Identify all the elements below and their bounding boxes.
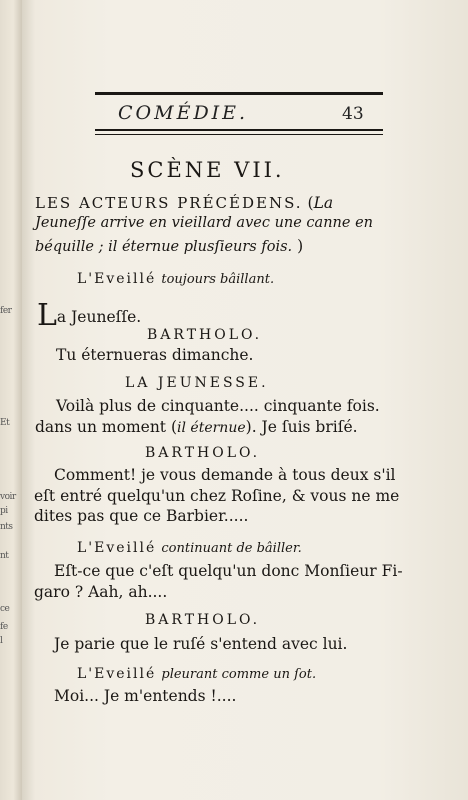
margin-fragment: voir (0, 492, 16, 502)
speaker-heading (77, 268, 274, 287)
speaker-name: L'Eveillé (77, 540, 157, 556)
paren: ( (302, 194, 314, 212)
speech-text: eſt entré quelqu'un chez Roſine, & vous ne me (34, 487, 400, 505)
stage-direction: il éternue (177, 420, 246, 436)
margin-fragment: ce (0, 604, 10, 614)
speaker-name: BARTHOLO. (145, 612, 261, 628)
margin-fragment: nt (0, 551, 9, 561)
header-rule-top (95, 92, 383, 95)
speaker-line (37, 298, 142, 333)
adjacent-page-edge (0, 0, 22, 800)
scene-title: SCÈNE VII. (130, 158, 285, 182)
paren: ) (292, 237, 304, 255)
margin-fragment: pi (0, 506, 8, 516)
speaker-name: LA JEUNESSE. (125, 375, 269, 391)
speech-text: Comment! je vous demande à tous deux s'il (54, 466, 396, 484)
speaker-heading (77, 537, 302, 556)
speaker-heading (77, 663, 316, 682)
margin-fragment: l (0, 636, 3, 646)
speech-line (35, 417, 358, 436)
running-title: COMÉDIE. (118, 102, 249, 124)
margin-fragment: fe (0, 622, 8, 632)
book-page (22, 0, 468, 800)
speaker-name: BARTHOLO. (145, 445, 261, 461)
page-number: 43 (342, 104, 364, 124)
margin-fragment: fer (0, 306, 12, 316)
speech-text: dans un moment ( (35, 418, 178, 436)
speaker-name: BARTHOLO. (147, 327, 263, 343)
margin-fragment: Et (0, 418, 10, 428)
speech-text: Voilà plus de cinquante.... cinquante fois. (56, 397, 380, 415)
scene-heading (35, 193, 333, 212)
speech-text: dites pas que ce Barbier..... (34, 507, 249, 525)
speech-text: garo ? Aah, ah.... (34, 583, 168, 601)
margin-fragment: nts (0, 522, 13, 532)
stage-direction: toujours bâillant. (161, 272, 275, 287)
speaker-name: L'Eveillé (77, 271, 157, 287)
speech-text: Je parie que le ruſé s'entend avec lui. (54, 635, 348, 653)
cast-list: LES ACTEURS PRÉCÉDENS. (35, 194, 303, 212)
header-rule-bottom (95, 129, 383, 131)
speech-text: ). Je ſuis briſé. (245, 418, 358, 436)
speech-text: Eſt-ce que c'eſt quelqu'un donc Monſieur Fi- (54, 562, 403, 580)
header-rule-thin (95, 134, 383, 135)
stage-direction: La (313, 194, 334, 212)
speaker-name: L'Eveillé (77, 666, 157, 682)
initial-letter: L (37, 298, 57, 333)
stage-direction: béquille ; il éternue plusſieurs fois. (35, 239, 293, 255)
speech-text: Tu éternueras dimanche. (56, 346, 254, 364)
speech-text: Moi... Je m'entends !.... (54, 687, 237, 705)
stage-direction: pleurant comme un ſot. (161, 667, 317, 682)
stage-direction: Jeuneſſe arrive en vieillard avec une canne en (35, 215, 373, 231)
stage-direction: continuant de bâiller. (161, 541, 302, 556)
speech-text: a Jeuneſſe. (56, 308, 142, 326)
stage-direction-line (35, 236, 303, 255)
